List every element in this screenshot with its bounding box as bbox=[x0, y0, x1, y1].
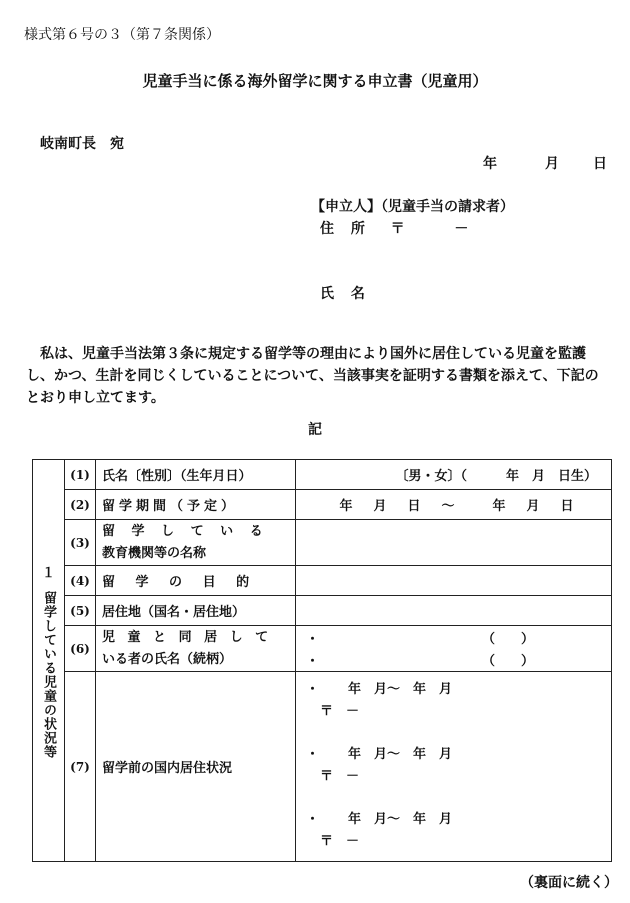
date-month: 月 bbox=[545, 156, 559, 172]
residence-period: 年 月～ 年 月 bbox=[348, 681, 453, 697]
table-row bbox=[33, 672, 612, 862]
bullet: ・ bbox=[306, 632, 320, 647]
postal-dash: － bbox=[454, 221, 469, 237]
row-label-cohabitant bbox=[96, 626, 296, 672]
table-row bbox=[33, 520, 612, 566]
address-label: 住 所 bbox=[320, 221, 371, 237]
relation-paren: （ ） bbox=[482, 632, 535, 647]
address-line[interactable] bbox=[320, 218, 468, 238]
postal-mark: 〒 bbox=[390, 221, 405, 237]
purpose-value-cell[interactable] bbox=[296, 566, 612, 596]
institution-value-cell[interactable] bbox=[296, 520, 612, 566]
residence-postal: 〒 － bbox=[320, 703, 360, 719]
section-number: １ bbox=[41, 566, 55, 581]
row-number: (5) bbox=[65, 596, 96, 626]
prior-residence-value-cell[interactable] bbox=[296, 672, 612, 862]
date-year: 年 bbox=[483, 156, 497, 172]
name-value-cell[interactable]: 〔男・女〕（ 年 月 日生） bbox=[296, 460, 612, 490]
section-title: 留学している児童の状況等 bbox=[41, 591, 56, 759]
bullet: ・ bbox=[306, 811, 320, 827]
section-label-cell bbox=[33, 460, 65, 862]
row-label-institution bbox=[96, 520, 296, 566]
row-number: (3) bbox=[65, 520, 96, 566]
row-label-residence: 居住地（国名・居住地） bbox=[96, 596, 296, 626]
continue-note: （裏面に続く） bbox=[520, 875, 618, 891]
relation-paren: （ ） bbox=[482, 654, 535, 669]
row-label-name: 氏名〔性別〕（生年月日） bbox=[96, 460, 296, 490]
name-label[interactable]: 氏 名 bbox=[320, 286, 371, 302]
cohabitant-value-cell[interactable] bbox=[296, 626, 612, 672]
table-row bbox=[33, 566, 612, 596]
table-row bbox=[33, 460, 612, 490]
document-title: 児童手当に係る海外留学に関する申立書（児童用） bbox=[142, 72, 488, 90]
period-value-cell[interactable]: 年 月 日 ～ 年 月 日 bbox=[296, 490, 612, 520]
form-number: 様式第６号の３（第７条関係） bbox=[24, 27, 220, 43]
residence-period: 年 月～ 年 月 bbox=[348, 746, 453, 762]
label-line: 児 童 と 同 居 し て bbox=[102, 629, 273, 645]
residence-postal: 〒 － bbox=[320, 833, 360, 849]
residence-postal: 〒 － bbox=[320, 768, 360, 784]
addressee: 岐南町長 宛 bbox=[40, 136, 124, 152]
row-number: (1) bbox=[65, 460, 96, 490]
row-number: (2) bbox=[65, 490, 96, 520]
row-label-purpose: 留 学 の 目 的 bbox=[96, 566, 296, 596]
label-line: 教育機関等の名称 bbox=[102, 545, 207, 561]
row-number: (4) bbox=[65, 566, 96, 596]
bullet: ・ bbox=[306, 746, 320, 762]
row-number: (6) bbox=[65, 626, 96, 672]
child-status-table bbox=[32, 459, 612, 862]
residence-value-cell[interactable] bbox=[296, 596, 612, 626]
residence-period: 年 月～ 年 月 bbox=[348, 811, 453, 827]
table-row bbox=[33, 490, 612, 520]
label-line: 留 学 し て い る bbox=[102, 523, 269, 539]
date-field[interactable] bbox=[483, 153, 607, 173]
row-label-prior-residence: 留学前の国内居住状況 bbox=[96, 672, 296, 862]
row-number: (7) bbox=[65, 672, 96, 862]
date-day: 日 bbox=[593, 156, 607, 172]
bullet: ・ bbox=[306, 654, 320, 669]
statement-text: 私は、児童手当法第３条に規定する留学等の理由により国外に居住している児童を監護し、かつ、生計を同じくしていることについて、当該事実を証明する書類を添えて、下記のとおり申し立てます。 bbox=[26, 346, 599, 406]
table-row bbox=[33, 626, 612, 672]
label-line: いる者の氏名（続柄） bbox=[102, 651, 233, 667]
row-label-period: 留学期間（予定） bbox=[96, 490, 296, 520]
applicant-heading: 【申立人】（児童手当の請求者） bbox=[311, 199, 514, 215]
bullet: ・ bbox=[306, 681, 320, 697]
ki-heading: 記 bbox=[308, 422, 322, 438]
table-row bbox=[33, 596, 612, 626]
